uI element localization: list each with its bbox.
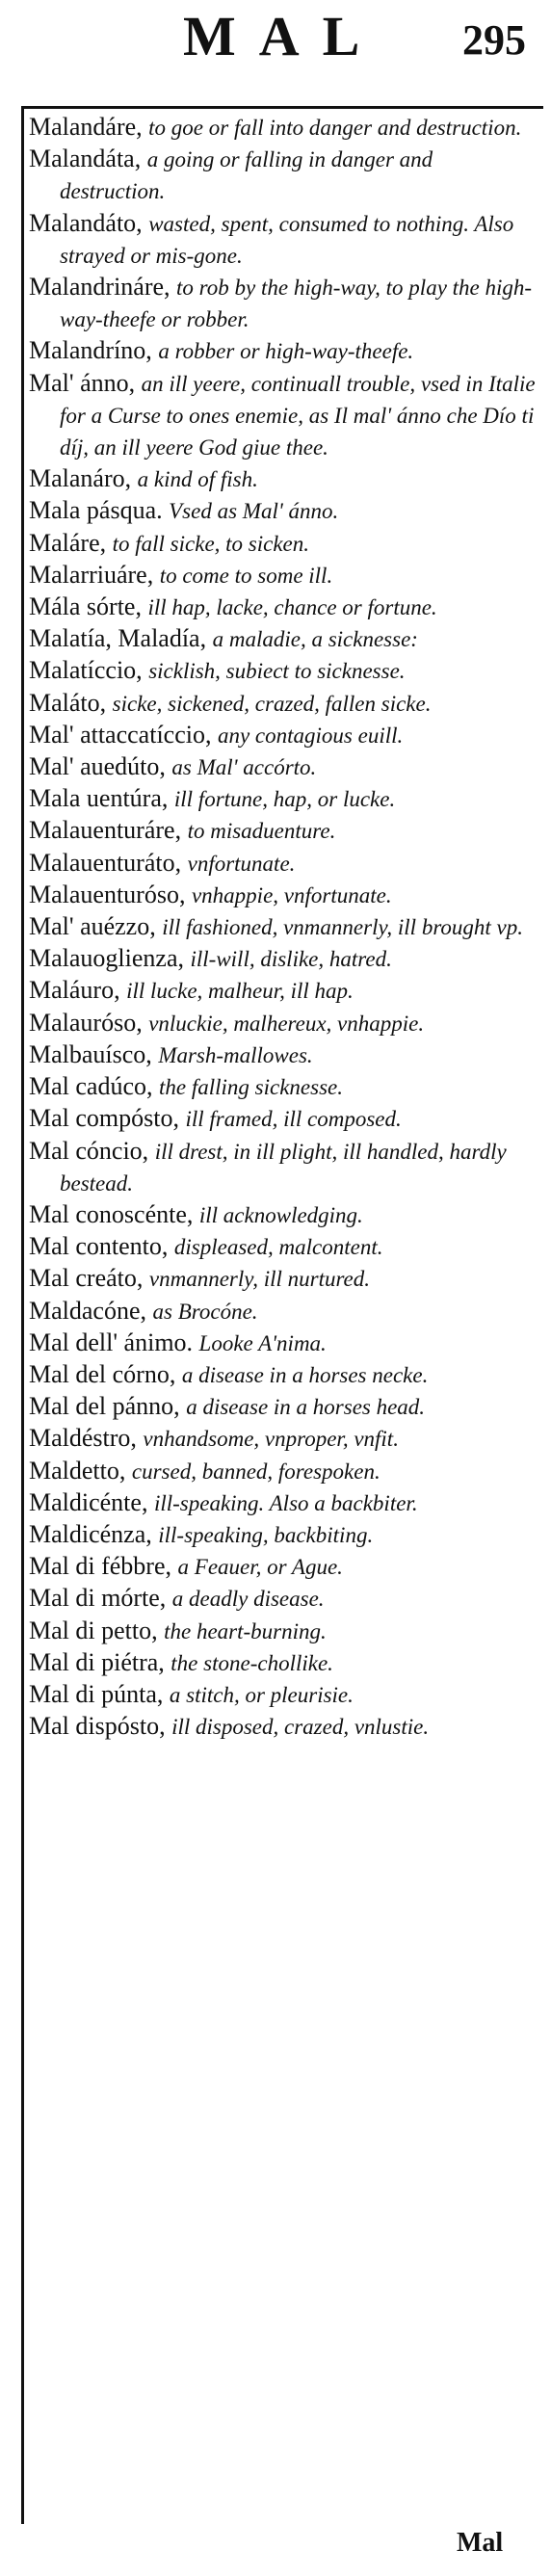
entry-definition: vnhandsome, vnproper, vnfit. — [143, 1427, 399, 1452]
entry-headword: Mála sórte, — [29, 592, 142, 621]
dictionary-entry — [29, 623, 541, 655]
dictionary-entry — [29, 1711, 541, 1743]
entry-definition: Vsed as Mal' ánno. — [169, 499, 339, 524]
catchword: Mal — [457, 2528, 504, 2558]
dictionary-entry — [29, 1679, 541, 1711]
entry-definition: ill-speaking, backbiting. — [158, 1522, 374, 1547]
entry-headword: Mal del córno, — [29, 1359, 176, 1388]
entry-headword: Maldicénte, — [29, 1487, 148, 1516]
entry-definition: ill acknowledging. — [198, 1202, 363, 1227]
entry-definition: a going or falling in danger and destruction. — [60, 147, 433, 204]
dictionary-entry — [29, 911, 541, 943]
entry-definition: Looke A'nima. — [198, 1330, 327, 1355]
dictionary-entry — [29, 463, 541, 495]
entry-definition: to misaduenture. — [187, 819, 336, 844]
dictionary-entry — [29, 943, 541, 975]
entry-definition: an ill yeere, continuall trouble, vsed in Italie for a Curse to ones enemie, as Il mal' ánno che Dío ti díj, an ill yeere God giue thee. — [60, 371, 536, 460]
entry-definition: a kind of fish. — [137, 467, 258, 492]
entry-definition: Marsh-mallowes. — [158, 1042, 313, 1067]
entry-headword: Mal del pánno, — [29, 1392, 180, 1421]
dictionary-entry — [29, 751, 541, 783]
entry-definition: a Feauer, or Ague. — [177, 1555, 343, 1580]
entry-definition: ill drest, in ill plight, ill handled, hardly bestead. — [60, 1139, 507, 1196]
entry-headword: Mal dispósto, — [29, 1712, 166, 1741]
dictionary-entry — [29, 560, 541, 591]
entry-headword: Mal cadúco, — [29, 1072, 153, 1101]
entry-headword: Malauenturóso, — [29, 880, 186, 908]
entry-headword: Mal di púnta, — [29, 1679, 164, 1708]
entry-definition: ill fortune, hap, or lucke. — [173, 787, 396, 812]
entry-list — [29, 112, 541, 1743]
entry-definition: a disease in a horses head. — [186, 1395, 426, 1420]
entry-headword: Mala pásqua. — [29, 496, 163, 525]
entry-headword: Maldicénza, — [29, 1519, 152, 1548]
entry-headword: Maldéstro, — [29, 1424, 137, 1453]
dictionary-entry — [29, 1231, 541, 1263]
entry-definition: as Mal' accórto. — [171, 755, 317, 780]
dictionary-entry — [29, 112, 541, 144]
entry-definition: sicke, sickened, crazed, fallen sicke. — [112, 691, 432, 716]
entry-definition: the heart-burning. — [164, 1618, 327, 1643]
entry-headword: Mal compósto, — [29, 1104, 179, 1133]
entry-definition: vnfortunate. — [187, 851, 296, 876]
dictionary-entry — [29, 1327, 541, 1359]
running-header: MAL — [183, 5, 383, 67]
entry-definition: the stone-chollike. — [171, 1650, 333, 1675]
dictionary-entry — [29, 1103, 541, 1135]
entry-definition: to come to some ill. — [159, 563, 333, 588]
entry-definition: vnmannerly, ill nurtured. — [148, 1267, 371, 1292]
entry-headword: Maláre, — [29, 528, 107, 557]
entry-headword: Mal' attaccatíccio, — [29, 720, 212, 749]
entry-headword: Mal cóncio, — [29, 1136, 149, 1165]
dictionary-entry — [29, 975, 541, 1007]
entry-headword: Malandáre, — [29, 113, 143, 141]
entry-headword: Mala uentúra, — [29, 784, 169, 813]
entry-definition: ill framed, ill composed. — [185, 1107, 402, 1132]
entry-definition: any contagious euill. — [217, 723, 404, 748]
entry-headword: Maláto, — [29, 688, 107, 717]
entry-headword: Mal contento, — [29, 1232, 169, 1261]
dictionary-entry — [29, 1423, 541, 1455]
entry-headword: Malandáto, — [29, 208, 143, 237]
entry-headword: Mal di petto, — [29, 1616, 158, 1644]
dictionary-entry — [29, 1071, 541, 1103]
entry-definition: a stitch, or pleurisie. — [169, 1682, 354, 1707]
entry-definition: vnhappie, vnfortunate. — [191, 882, 392, 907]
entry-definition: to fall sicke, to sicken. — [112, 531, 310, 556]
entry-definition: as Brocóne. — [152, 1299, 258, 1324]
entry-headword: Maláuro, — [29, 976, 120, 1005]
entry-headword: Mal conoscénte, — [29, 1199, 194, 1228]
header-rule — [21, 106, 543, 109]
entry-headword: Malbauísco, — [29, 1039, 152, 1068]
dictionary-entry — [29, 1008, 541, 1039]
dictionary-entry — [29, 1263, 541, 1295]
dictionary-entry — [29, 1519, 541, 1551]
entry-headword: Malauróso, — [29, 1008, 143, 1037]
dictionary-entry — [29, 528, 541, 560]
dictionary-entry — [29, 688, 541, 720]
dictionary-entry — [29, 1391, 541, 1423]
entry-headword: Malarriuáre, — [29, 560, 154, 589]
dictionary-entry — [29, 1616, 541, 1647]
dictionary-entry — [29, 591, 541, 623]
entry-headword: Malandáta, — [29, 145, 142, 173]
entry-headword: Mal creáto, — [29, 1264, 144, 1293]
entry-definition: ill-speaking. Also a backbiter. — [153, 1490, 418, 1515]
dictionary-entry — [29, 495, 541, 527]
entry-headword: Maldetto, — [29, 1456, 126, 1485]
entry-headword: Malanáro, — [29, 464, 132, 493]
entry-headword: Mal di mórte, — [29, 1584, 167, 1613]
entry-headword: Mal' auedúto, — [29, 752, 166, 781]
entry-headword: Mal dell' ánimo. — [29, 1327, 194, 1356]
entry-definition: a robber or high-way-theefe. — [158, 339, 414, 364]
entry-definition: sicklish, subiect to sicknesse. — [148, 659, 406, 684]
dictionary-entry — [29, 368, 541, 464]
entry-headword: Malauoglienza, — [29, 944, 184, 973]
dictionary-entry — [29, 1359, 541, 1391]
entry-headword: Malatíccio, — [29, 656, 143, 685]
entry-definition: ill lucke, malheur, ill hap. — [126, 979, 354, 1004]
entry-definition: a maladie, a sicknesse: — [212, 627, 418, 652]
entry-headword: Mal di fébbre, — [29, 1552, 172, 1581]
page-number: 295 — [462, 16, 526, 64]
entry-headword: Mal' auézzo, — [29, 912, 156, 941]
dictionary-entry — [29, 783, 541, 815]
dictionary-entry — [29, 1551, 541, 1583]
entry-definition: ill disposed, crazed, vnlustie. — [171, 1715, 430, 1740]
dictionary-entry — [29, 335, 541, 367]
entry-definition: the falling sicknesse. — [159, 1075, 344, 1100]
dictionary-entry — [29, 1136, 541, 1199]
entry-definition: to rob by the high-way, to play the high-way-theefe or robber. — [60, 276, 533, 332]
dictionary-entry — [29, 1296, 541, 1327]
dictionary-entry — [29, 1647, 541, 1679]
dictionary-entry — [29, 272, 541, 335]
entry-definition: displeased, malcontent. — [173, 1235, 383, 1260]
entry-headword: Malatía, Maladía, — [29, 624, 207, 653]
entry-headword: Mal di piétra, — [29, 1647, 165, 1676]
dictionary-entry — [29, 208, 541, 272]
dictionary-entry — [29, 1583, 541, 1615]
entry-definition: cursed, banned, forespoken. — [131, 1459, 380, 1484]
entry-definition: a deadly disease. — [171, 1587, 325, 1612]
entry-headword: Malandríno, — [29, 336, 152, 365]
entry-definition: vnluckie, malhereux, vnhappie. — [148, 1011, 425, 1036]
dictionary-entry — [29, 880, 541, 911]
entry-definition: ill hap, lacke, chance or fortune. — [147, 595, 437, 620]
dictionary-entry — [29, 655, 541, 687]
entry-headword: Malauenturáto, — [29, 848, 182, 877]
column-rule — [21, 106, 24, 2524]
dictionary-entry — [29, 1487, 541, 1519]
dictionary-entry — [29, 1039, 541, 1071]
entry-headword: Maldacóne, — [29, 1296, 147, 1325]
dictionary-entry — [29, 144, 541, 207]
entry-definition: wasted, spent, consumed to nothing. Also strayed or mis-gone. — [60, 211, 514, 268]
dictionary-entry — [29, 720, 541, 751]
entry-definition: ill fashioned, vnmannerly, ill brought vp. — [162, 915, 524, 940]
entry-definition: to goe or fall into danger and destruction. — [148, 116, 522, 140]
entry-definition: ill-will, dislike, hatred. — [190, 947, 392, 972]
dictionary-entry — [29, 1199, 541, 1231]
entry-headword: Malauenturáre, — [29, 816, 182, 845]
dictionary-entry — [29, 848, 541, 880]
dictionary-entry — [29, 1456, 541, 1487]
dictionary-entry — [29, 815, 541, 847]
entry-headword: Malandrináre, — [29, 273, 171, 302]
entry-definition: a disease in a horses necke. — [181, 1362, 429, 1387]
entry-headword: Mal' ánno, — [29, 368, 136, 397]
